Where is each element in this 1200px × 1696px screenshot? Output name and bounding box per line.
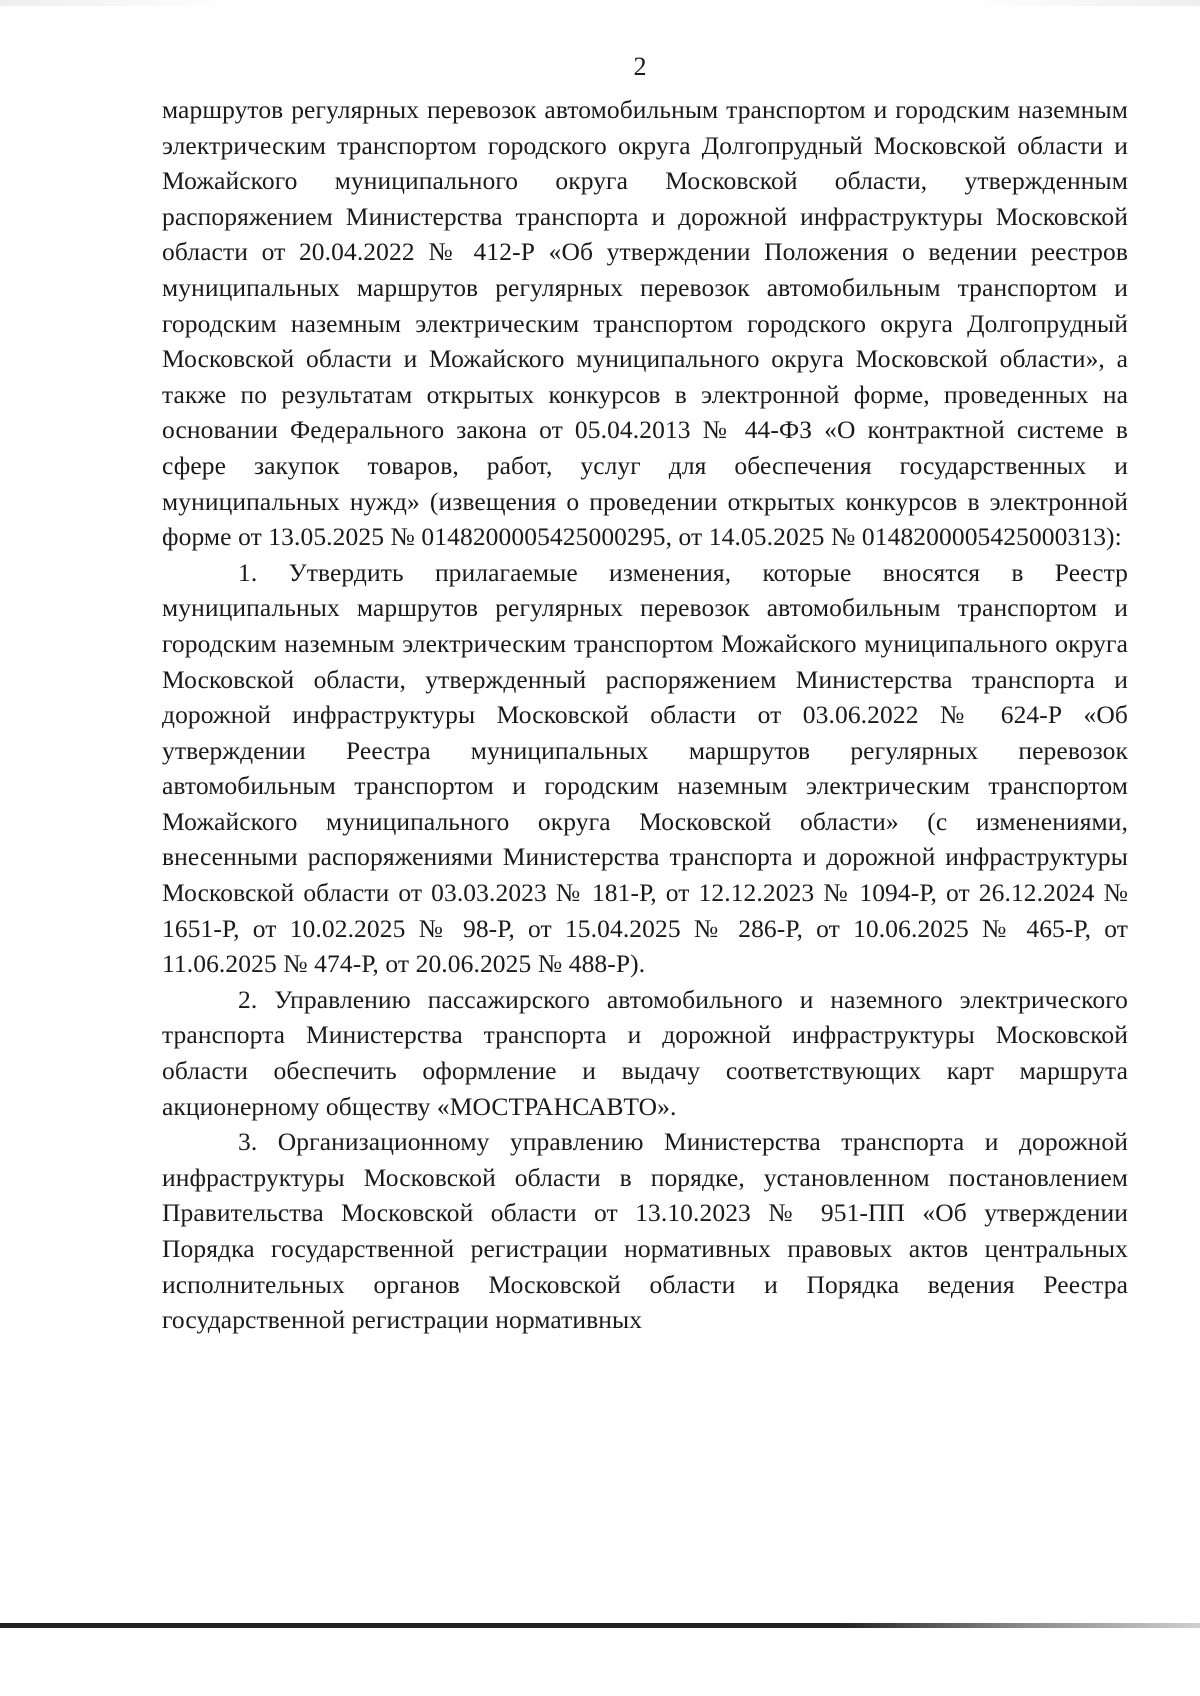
paragraph-item-2: 2. Управлению пассажирского автомобильного и наземного электрического транспорта Министерства транспорта и дорожной инфраструктуры Московской области обеспечить оформление и выдачу соответствующих карт маршрута акционерному обществу «МОСТРАНСАВТО». [162, 984, 1128, 1121]
scan-top-edge [0, 0, 1200, 6]
page-number: 2 [633, 52, 647, 81]
scan-bottom-edge [0, 1623, 1200, 1628]
paragraph-item-1: 1. Утвердить прилагаемые изменения, которые вносятся в Реестр муниципальных маршрутов регулярных перевозок автомобильным транспортом и городским наземным электрическим транспортом Можайского муниципального округа Московской области, утвержденный распоряжением Министерства транспорта и дорожной инфраструктуры Московской области от 03.06.2022 № 624-Р «Об утверждении Реестра муниципальных маршрутов регулярных перевозок автомобильным транспортом и городским наземным электрическим транспортом Можайского муниципального округа Московской области» (с изменениями, внесенными распоряжениями Министерства транспорта и дорожной инфраструктуры Московской области от 03.03.2023 № 181-Р, от 12.12.2023 № 1094-Р, от 26.12.2024 № 1651-Р, от 10.02.2025 № 98-Р, от 15.04.2025 № 286-Р, от 10.06.2025 № 465-Р, от 11.06.2025 № 474-Р, от 20.06.2025 № 488-Р). [162, 557, 1128, 979]
paragraph-continuation: маршрутов регулярных перевозок автомобильным транспортом и городским наземным электрическим транспортом городского округа Долгопрудный Московской области и Можайского муниципального округа Московской области, утвержденным распоряжением Министерства транспорта и дорожной инфраструктуры Московской области от 20.04.2022 № 412-Р «Об утверждении Положения о ведении реестров муниципальных маршрутов регулярных перевозок автомобильным транспортом и городским наземным электрическим транспортом городского округа Долгопрудный Московской области и Можайского муниципального округа Московской области», а также по результатам открытых конкурсов в электронной форме, проведенных на основании Федерального закона от 05.04.2013 № 44-ФЗ «О контрактной системе в сфере закупок товаров, работ, услуг для обеспечения государственных и муниципальных нужд» (извещения о проведении открытых конкурсов в электронной форме от 13.05.2025 № 0148200005425000295, от 14.05.2025 № 0148200005425000313): [162, 95, 1128, 552]
document-body [162, 92, 1128, 1338]
paragraph-item-3: 3. Организационному управлению Министерства транспорта и дорожной инфраструктуры Московской области в порядке, установленном постановлением Правительства Московской области от 13.10.2023 № 951-ПП «Об утверждении Порядка государственной регистрации нормативных правовых актов центральных исполнительных органов Московской области и Порядка ведения Реестра государственной регистрации нормативных [162, 1127, 1128, 1335]
